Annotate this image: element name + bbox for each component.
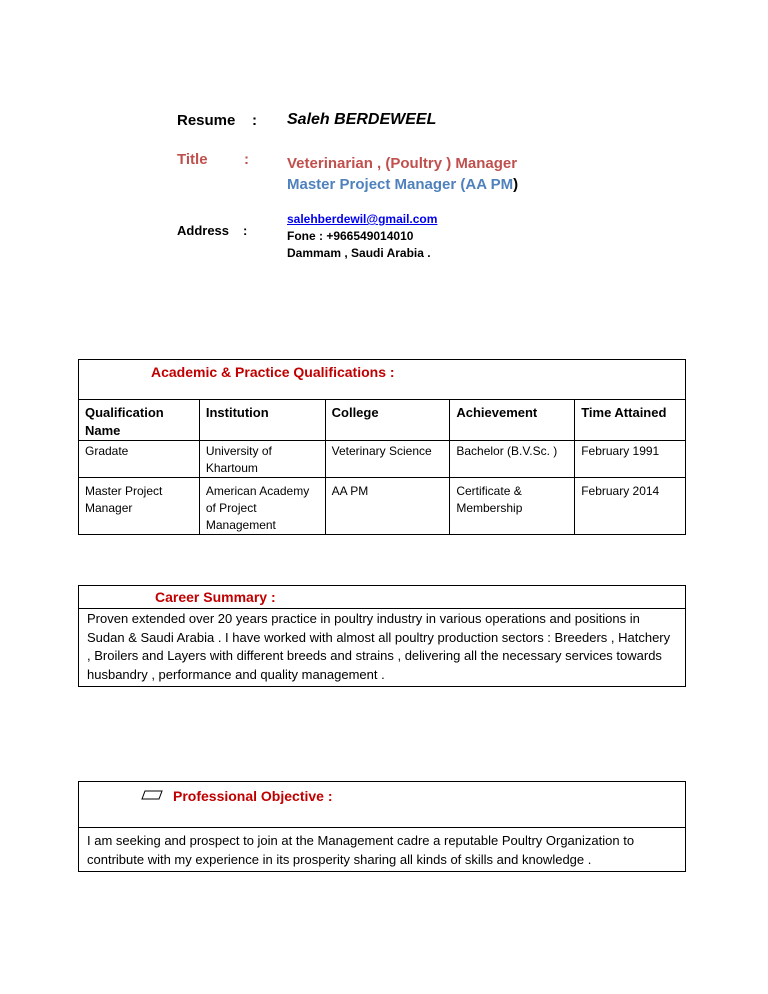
table-row: [79, 441, 686, 478]
address-colon: :: [243, 223, 248, 238]
objective-text: I am seeking and prospect to join at the Management cadre a reputable Poultry Organization to contribute with my experience in its prosperity sharing all kinds of skills and knowledge .: [79, 828, 686, 872]
phone-text: Fone : +966549014010: [287, 229, 414, 243]
career-summary-table: [78, 585, 686, 687]
resume-colon: :: [252, 112, 257, 129]
table-cell: AA PM: [325, 478, 450, 535]
email-link[interactable]: salehberdewil@gmail.com: [287, 212, 438, 226]
qualifications-table: [78, 359, 686, 535]
objective-title: Professional Objective :: [173, 788, 333, 804]
title-line2-text: Master Project Manager (AA PM: [287, 176, 514, 193]
parallelogram-icon: [141, 790, 163, 800]
title-line1: Veterinarian , (Poultry ) Manager: [287, 155, 518, 172]
career-title: Career Summary :: [155, 589, 276, 605]
qualifications-title: Academic & Practice Qualifications :: [151, 364, 395, 380]
career-text: Proven extended over 20 years practice in poultry industry in various operations and positions in Sudan & Saudi Arabia . I have worked with almost all poultry production sectors : Breeders , Hatchery , Broilers and Layers with different breeds and strains , delivering all the necessary services towards husbandry , performance and quality management .: [79, 609, 686, 687]
header-cell: Qualification Name: [79, 400, 200, 441]
table-cell: Gradate: [79, 441, 200, 478]
title-line2-paren: ): [513, 176, 519, 193]
table-cell: February 2014: [575, 478, 686, 535]
table-cell: American Academy of Project Management: [199, 478, 325, 535]
table-row: [79, 478, 686, 535]
contact-block: [287, 211, 437, 262]
header-cell: College: [325, 400, 450, 441]
address-label: Address: [177, 223, 230, 238]
career-title-cell: [79, 586, 686, 609]
header-cell: Time Attained: [575, 400, 686, 441]
header-cell: Achievement: [450, 400, 575, 441]
title-colon: :: [244, 151, 249, 168]
table-cell: February 1991: [575, 441, 686, 478]
table-cell: University of Khartoum: [199, 441, 325, 478]
table-cell: Master Project Manager: [79, 478, 200, 535]
objective-title-cell: [79, 782, 686, 828]
table-cell: Bachelor (B.V.Sc. ): [450, 441, 575, 478]
table-cell: Veterinary Science: [325, 441, 450, 478]
applicant-name: Saleh BERDEWEEL: [287, 111, 437, 128]
resume-label: Resume: [177, 112, 236, 129]
title-line2: [287, 176, 518, 193]
table-header-row: [79, 400, 686, 441]
table-cell: Certificate & Membership: [450, 478, 575, 535]
header-cell: Institution: [199, 400, 325, 441]
title-label: Title: [177, 151, 208, 168]
location-text: Dammam , Saudi Arabia .: [287, 246, 431, 260]
objective-table: [78, 781, 686, 872]
qualifications-title-cell: [79, 360, 686, 400]
